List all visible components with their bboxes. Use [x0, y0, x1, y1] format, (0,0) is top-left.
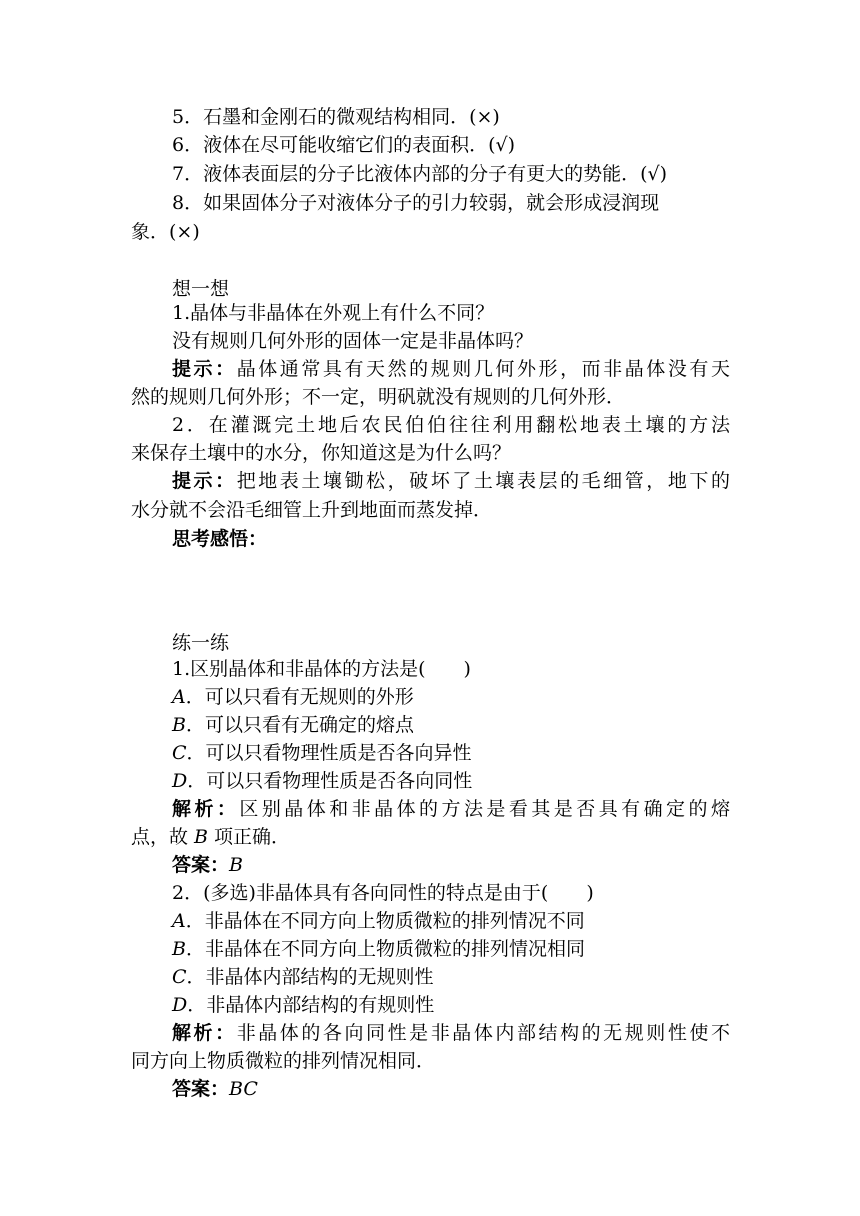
judgement-item-6: 6．液体在尽可能收缩它们的表面积．(√)	[172, 134, 516, 156]
think-heading: 想一想	[172, 278, 230, 300]
practice-heading: 练一练	[172, 632, 230, 654]
practice-q1-stem: 1.区别晶体和非晶体的方法是( )	[172, 658, 471, 680]
think-hint-2: 提示：把地表土壤锄松，破坏了土壤表层的毛细管，地下的	[172, 470, 730, 492]
hint-label: 提示：	[172, 470, 237, 492]
think-hint-2-cont: 水分就不会沿毛细管上升到地面而蒸发掉．	[131, 499, 493, 521]
judgement-item-8-cont: 象．(×)	[131, 221, 200, 243]
practice-q2-analysis: 解析：非晶体的各向同性是非晶体内部结构的无规则性使不	[172, 1022, 730, 1044]
practice-q1-analysis-cont: 点，故 B 项正确．	[131, 826, 291, 848]
think-question-1: 1.晶体与非晶体在外观上有什么不同？	[172, 302, 495, 324]
hint-label: 提示：	[172, 358, 237, 380]
think-question-1-sub: 没有规则几何外形的固体一定是非晶体吗？	[172, 330, 534, 352]
think-hint-1-cont: 然的规则几何外形；不一定，明矾就没有规则的几何外形．	[131, 386, 626, 408]
practice-q1-answer	[172, 851, 730, 879]
think-question-2-cont: 来保存土壤中的水分，你知道这是为什么吗？	[131, 442, 512, 464]
practice-q2-option-d: D．非晶体内部结构的有规则性	[172, 994, 435, 1016]
answer-label: 答案：	[172, 1078, 230, 1100]
judgement-item-5: 5．石墨和金刚石的微观结构相同．(×)	[172, 106, 500, 128]
practice-q2-stem: 2．(多选)非晶体具有各向同性的特点是由于( )	[172, 882, 594, 904]
practice-q1-option-d: D．可以只看物理性质是否各向同性	[172, 770, 473, 792]
practice-q1-option-c: C．可以只看物理性质是否各向异性	[172, 742, 472, 764]
judgement-item-7: 7．液体表面层的分子比液体内部的分子有更大的势能．(√)	[172, 163, 668, 185]
answer-value: B	[229, 854, 243, 876]
reflection-label: 思考感悟：	[172, 528, 268, 550]
practice-q2-analysis-cont: 同方向上物质微粒的排列情况相同．	[131, 1050, 436, 1072]
think-question-2: 2．在灌溉完土地后农民伯伯往往利用翻松地表土壤的方法	[172, 414, 730, 436]
judgement-item-8: 8．如果固体分子对液体分子的引力较弱，就会形成浸润现	[172, 192, 660, 214]
answer-label: 答案：	[172, 854, 230, 876]
practice-q2-option-b: B．非晶体在不同方向上物质微粒的排列情况相同	[172, 938, 585, 960]
practice-q1-option-b: B．可以只看有无确定的熔点	[172, 714, 414, 736]
practice-q2-answer	[172, 1075, 730, 1103]
practice-q2-option-c: C．非晶体内部结构的无规则性	[172, 966, 434, 988]
analysis-label: 解析：	[172, 1022, 237, 1044]
analysis-label: 解析：	[172, 798, 240, 820]
practice-q1-analysis: 解析：区别晶体和非晶体的方法是看其是否具有确定的熔	[172, 798, 730, 820]
practice-q2-option-a: A．非晶体在不同方向上物质微粒的排列情况不同	[172, 910, 585, 932]
answer-value: BC	[229, 1078, 258, 1100]
think-hint-1: 提示：晶体通常具有天然的规则几何外形，而非晶体没有天	[172, 358, 730, 380]
practice-q1-option-a: A．可以只看有无规则的外形	[172, 686, 414, 708]
